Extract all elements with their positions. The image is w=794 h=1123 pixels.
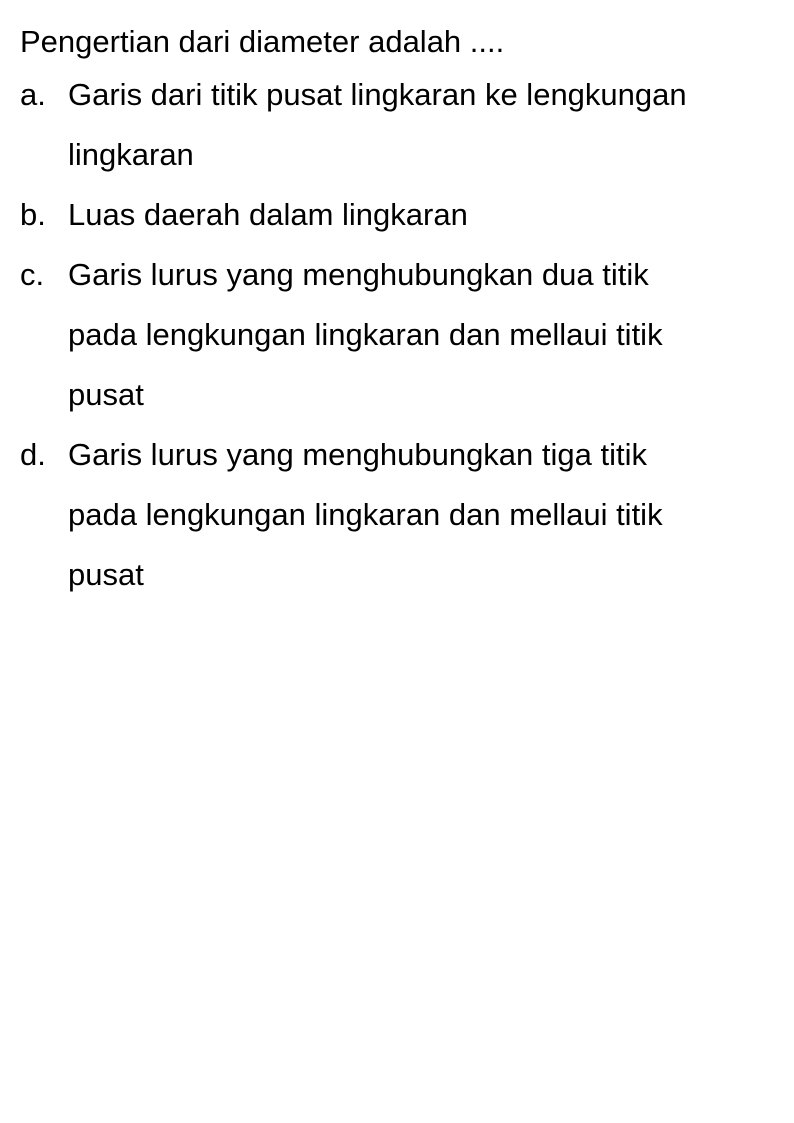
- option-b-letter: b.: [20, 197, 46, 232]
- option-b-text: [68, 185, 780, 245]
- option-d: [20, 425, 780, 605]
- option-d-text: [68, 425, 780, 605]
- option-d-line-1: Garis lurus yang menghubungkan tiga titik: [68, 437, 647, 472]
- option-c-line-1: Garis lurus yang menghubungkan dua titik: [68, 257, 649, 292]
- option-a: [20, 65, 780, 185]
- option-c-line-3: pusat: [68, 377, 144, 412]
- option-b-line-1: Luas daerah dalam lingkaran: [68, 197, 468, 232]
- option-c-text: [68, 245, 780, 425]
- option-d-line-2: pada lengkungan lingkaran dan mellaui titik: [68, 497, 663, 532]
- option-a-text: [68, 65, 780, 185]
- option-a-letter: a.: [20, 77, 46, 112]
- option-d-line-3: pusat: [68, 557, 144, 592]
- option-b: [20, 185, 780, 245]
- answer-options-list: [20, 65, 780, 605]
- option-c-letter: c.: [20, 257, 45, 292]
- option-a-line-1: Garis dari titik pusat lingkaran ke lengkungan: [68, 77, 687, 112]
- option-d-letter: d.: [20, 437, 46, 472]
- option-c: [20, 245, 780, 425]
- question-text: Pengertian dari diameter adalah ....: [20, 24, 505, 59]
- option-a-line-2: lingkaran: [68, 137, 194, 172]
- option-c-line-2: pada lengkungan lingkaran dan mellaui titik: [68, 317, 663, 352]
